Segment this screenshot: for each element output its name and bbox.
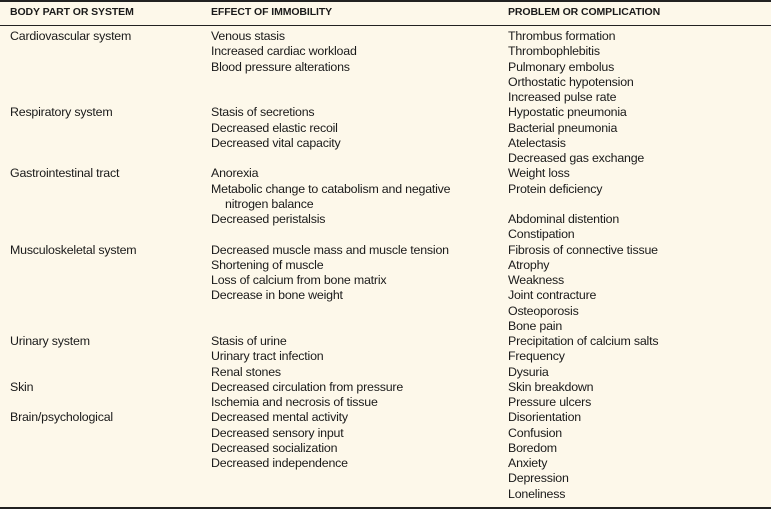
effect-cell: Urinary tract infection <box>211 349 324 364</box>
body-part-cell: Gastrointestinal tract <box>10 166 120 181</box>
effect-cell: Metabolic change to catabolism and negative <box>211 181 451 196</box>
effect-cell: Decreased muscle mass and muscle tension <box>211 242 449 257</box>
effect-cell: Decreased peristalsis <box>211 212 326 226</box>
problem-cell: Weight loss <box>508 166 570 181</box>
effect-cell: Stasis of secretions <box>211 105 315 120</box>
body-part-cell: Respiratory system <box>10 105 113 120</box>
effect-cell: Venous stasis <box>211 29 285 43</box>
body-part-cell: Urinary system <box>10 334 90 348</box>
problem-cell: Orthostatic hypotension <box>508 74 634 89</box>
top-rule <box>0 0 771 2</box>
problem-cell: Bacterial pneumonia <box>508 120 618 135</box>
problem-cell: Abdominal distention <box>508 212 620 226</box>
problem-cell: Frequency <box>508 349 565 364</box>
effect-cell: Blood pressure alterations <box>211 59 350 74</box>
effect-cell: Shortening of muscle <box>211 257 324 272</box>
effect-cell: Decreased circulation from pressure <box>211 379 404 394</box>
effect-cell: Decreased sensory input <box>211 425 344 440</box>
body-part-cell: Brain/psychological <box>10 410 113 425</box>
problem-cell: Loneliness <box>508 486 566 501</box>
problem-cell: Anxiety <box>508 456 548 470</box>
body-part-cell: Cardiovascular system <box>10 29 132 43</box>
effect-cell: Decrease in bone weight <box>211 288 343 303</box>
problem-cell: Dysuria <box>508 364 549 379</box>
effect-cell: Decreased vital capacity <box>211 135 341 150</box>
header-rule <box>0 25 771 26</box>
effect-cell: Ischemia and necrosis of tissue <box>211 395 378 409</box>
problem-cell: Skin breakdown <box>508 379 594 394</box>
effect-cell: Increased cardiac workload <box>211 44 357 59</box>
problem-cell: Thrombophlebitis <box>508 44 600 59</box>
effect-cell: Decreased independence <box>211 456 348 470</box>
effect-cell: Renal stones <box>211 364 281 379</box>
problem-cell: Weakness <box>508 273 565 287</box>
body-part-cell: Musculoskeletal system <box>10 242 137 257</box>
problem-cell: Thrombus formation <box>508 29 616 43</box>
problem-cell: Depression <box>508 471 569 486</box>
effect-cell: Decreased mental activity <box>211 410 348 425</box>
effect-cell: Stasis of urine <box>211 334 287 348</box>
effect-cell: Loss of calcium from bone matrix <box>211 273 387 287</box>
effect-cell: Anorexia <box>211 166 259 181</box>
problem-cell: Constipation <box>508 227 575 242</box>
header-effect: EFFECT OF IMMOBILITY <box>211 6 333 18</box>
effect-cell: nitrogen balance <box>225 196 314 211</box>
problem-cell: Fibrosis of connective tissue <box>508 242 658 257</box>
effect-cell: Decreased socialization <box>211 440 338 455</box>
problem-cell: Disorientation <box>508 410 581 425</box>
problem-cell: Decreased gas exchange <box>508 151 645 165</box>
header-problem: PROBLEM OR COMPLICATION <box>508 6 661 18</box>
problem-cell: Boredom <box>508 440 557 455</box>
problem-cell: Osteoporosis <box>508 303 579 318</box>
problem-cell: Pressure ulcers <box>508 395 592 409</box>
problem-cell: Increased pulse rate <box>508 90 617 104</box>
problem-cell: Pulmonary embolus <box>508 59 615 74</box>
problem-cell: Protein deficiency <box>508 181 603 196</box>
problem-cell: Atrophy <box>508 257 550 272</box>
problem-cell: Bone pain <box>508 318 563 333</box>
problem-cell: Joint contracture <box>508 288 597 303</box>
header-body-part: BODY PART OR SYSTEM <box>10 6 134 18</box>
problem-cell: Precipitation of calcium salts <box>508 334 659 348</box>
effect-cell: Decreased elastic recoil <box>211 120 338 135</box>
problem-cell: Confusion <box>508 425 562 440</box>
problem-cell: Atelectasis <box>508 135 566 150</box>
body-part-cell: Skin <box>10 379 34 394</box>
problem-cell: Hypostatic pneumonia <box>508 105 627 120</box>
